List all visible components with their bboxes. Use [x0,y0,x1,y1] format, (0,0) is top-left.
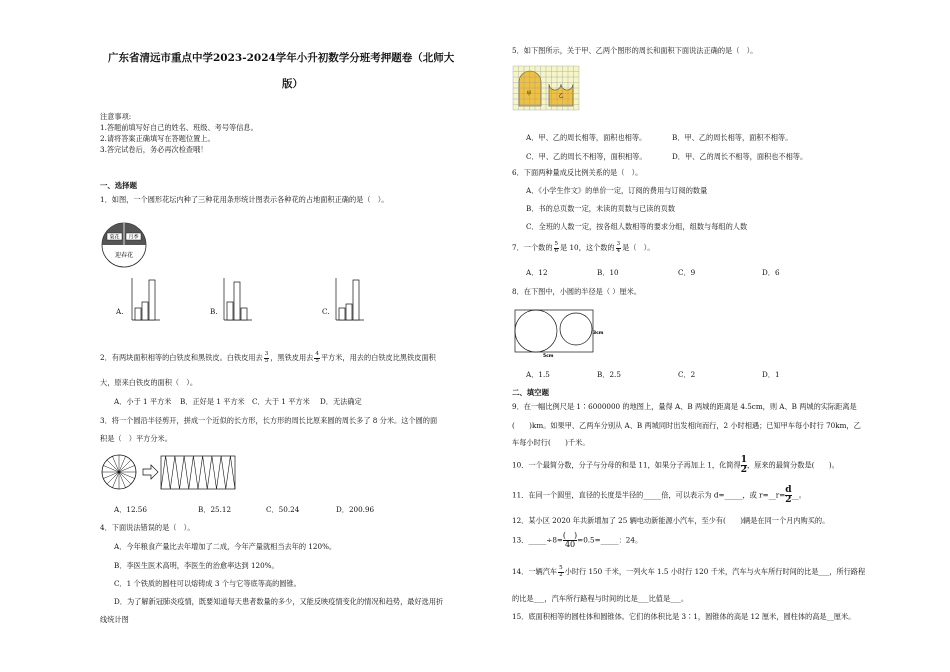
fraction-denominator: 2 [559,571,563,578]
q1-bar-chart-a [132,278,160,322]
q10-stem [512,456,839,475]
fraction [563,532,577,549]
q1-stem: 1．如图，一个圆形花坛内种了三种花用条形统计图表示各种花的占地面积正确的是（ ）。 [100,195,389,204]
q14-stem [512,566,865,578]
fraction-numerator: 5 [559,565,563,571]
q3-stem: 3．将一个圆沿半径剪开，拼成一个近似的长方形，长方形的周长比原来圆的周长多了 8 分米。这个圆的面 [100,416,438,425]
q12-stem: 12．某小区 2020 年共新增加了 25 辆电动新能源小汽车，至少有( )辆是在同一个月内购买的。 [512,516,830,525]
fraction-numerator: 4 [315,351,319,357]
bar [227,302,233,320]
q3-option-d[interactable]: D．200.96 [336,505,375,514]
q6-option-c[interactable]: C．全班的人数一定，按各组人数相等的要求分组，组数与每组的人数 [526,222,748,231]
q4-option-b[interactable]: B．李医生医术高明，李医生的治愈率达到 120%。 [114,561,279,570]
q3-option-b[interactable]: B．25.12 [198,505,232,514]
q5-option-a[interactable]: A．甲、乙的周长相等，面积也相等。 [526,133,647,142]
q10-text: 10．一个最简分数，分子与分母的和是 11，如果分子再加上 1，化简得 [512,460,741,470]
pie-label: 迎春花 [114,252,134,259]
q4-option-d-cont: 线统计图 [100,615,129,624]
q13-stem [512,532,642,549]
bar [353,280,359,320]
q1-bar-chart-c [336,278,364,322]
q11-text: 11．在同一个圆里，直径的长度是半径的_____倍，可以表示为 d=_____，或 r=__r= [512,490,786,500]
fraction-numerator: 3 [616,241,621,247]
fraction-denominator: 6 [554,247,559,254]
q6-stem: 6．下面两种量成反比例关系的是（ ）。 [512,168,643,177]
q2-text: 2．有两块面积相等的白铁皮和黑铁皮。白铁皮用去 [100,353,263,362]
note-item: 2.请将答案正确填写在答题位置上。 [100,134,215,143]
q8-option-d[interactable]: D．1 [762,370,780,379]
q8-option-a[interactable]: A．1.5 [526,370,550,379]
fraction-denominator: 2 [785,495,792,505]
section-choice-heading: 一、选择题 [100,181,137,190]
fraction-denominator: 5 [315,357,319,364]
q15-stem: 15．底面积相等的圆柱体和圆锥体。它们的体积比是 3∶1，圆锥体的高是 12 厘米，圆柱体的高是__厘米。 [512,612,856,621]
q2-stem [100,352,436,364]
q8-option-b[interactable]: B．2.5 [597,370,621,379]
q3-stem-cont: 积是（ ）平方分米。 [100,434,172,443]
height-label: 3cm [593,331,604,336]
q5-option-b[interactable]: B．甲、乙的周长相等，面积不相等。 [672,133,793,142]
q11-text: __。 [791,490,806,500]
q7-option-b[interactable]: B．10 [597,268,619,277]
fraction [616,242,622,254]
q11-stem [512,486,806,505]
section-fill-heading: 二、填空题 [512,388,549,397]
fraction-numerator: 5 [554,241,559,247]
fraction-numerator: d [785,485,792,495]
fraction [264,352,270,364]
shape-label: 甲 [526,91,532,97]
q7-option-c[interactable]: C．9 [678,268,696,277]
q4-option-a[interactable]: A．今年粮食产量比去年增加了二成，今年产量就相当去年的 120%。 [114,542,337,551]
q1-option-b[interactable]: B. [210,307,218,316]
q1-option-c[interactable]: C. [322,307,330,316]
notes-heading: 注意事项: [100,112,132,121]
q5-stem: 5．如下图所示，关于甲、乙两个图形的周长和面积下面说法正确的是（ ）。 [512,46,758,55]
fraction-denominator: 2 [740,465,747,475]
note-item: 1.答题前填写好自己的姓名、班级、考号等信息。 [100,123,258,132]
width-label: 5cm [543,354,554,359]
shape-label: 乙 [558,93,564,99]
bar [346,304,352,320]
q1-bar-chart-b [224,278,252,322]
page-title-line1: 广东省清远市重点中学2023-2024学年小升初数学分班考押题卷（北师大 [108,52,455,64]
q1-pie-chart [101,222,147,268]
q8-stem: 8．在下图中，小圆的半径是（ ）厘米。 [512,287,642,296]
q9-stem: 9．在一幅比例尺是 1∶6000000 的地图上，量得 A、B 两城的距离是 4.5cm，则 A、B 两城的实际距离是 [512,402,857,411]
bar [339,308,345,320]
fraction-denominator: 4 [616,247,621,254]
q9-stem-cont: 车每小时行( )千米。 [512,438,590,447]
q7-option-d[interactable]: D．6 [762,268,780,277]
q4-option-d[interactable]: D．为了解新冠肺炎疫情，既要知道每天患者数量的多少，又能反映疫情变化的情况和趋势，最好选用折 [114,597,444,606]
fraction-numerator: 1 [740,455,747,465]
q2-option-a[interactable]: A．小于 1 平方米 [114,397,172,406]
q14-stem-cont: 的比是___，汽车所行路程与时间的比是___比值是___。 [512,594,689,603]
pie-label: 月季 [128,234,139,241]
bar [149,280,155,320]
page-title-line2: 版） [282,78,303,90]
bar [142,302,148,320]
q4-stem: 4．下面说法错误的是（ ）。 [100,523,195,532]
q2-option-d[interactable]: D．无法确定 [320,397,362,406]
fraction-numerator: 3 [264,351,269,357]
q13-text: =0.5=_____：24。 [577,535,643,545]
q7-stem [512,242,654,254]
q14-text: 14．一辆汽车 [512,567,558,576]
q2-text: ，黑铁皮用去 [270,353,314,362]
q9-stem-cont: ( )km。如果甲、乙两车分别从 A、B 两城同时出发相向而行，2 小时相遇；已知甲车每小时行 70km，乙 [512,421,861,430]
q5-option-d[interactable]: D．甲、乙的周长不相等，面积也不相等。 [672,152,808,161]
note-item: 3.答完试卷后，务必再次检查哦！ [100,145,208,154]
fraction-denominator: 5 [264,357,269,364]
fraction [554,242,560,254]
q3-circle-to-rectangle-diagram [101,454,237,494]
fraction-denominator: 40 [564,540,576,549]
pie-label: 菊花 [109,234,120,241]
q13-text: 13．_____÷8= [512,535,563,545]
q2-stem-cont: 大，原来白铁皮的面积（ ）。 [100,378,198,387]
q7-option-a[interactable]: A．12 [526,268,548,277]
q3-option-a[interactable]: A．12.56 [114,505,147,514]
q5-option-c[interactable]: C．甲、乙的周长不相等，面积相等。 [526,152,647,161]
fraction [558,566,564,578]
q1-option-a[interactable]: A. [116,307,124,316]
bar [234,282,240,320]
q7-text: 是 10，这个数的 [560,243,615,252]
fraction [314,352,320,364]
q10-text: ，原来的最简分数是( )。 [746,460,839,470]
q2-text: 平方米，用去的白铁皮比黑铁皮面积 [320,353,436,362]
bar [135,308,141,320]
q5-grid-shapes-diagram [513,66,579,110]
q8-circles-in-rectangle-diagram [513,308,604,359]
q2-option-b[interactable]: B．正好是 1 平方米 [180,397,245,406]
bar [241,308,247,320]
q6-option-a[interactable]: A．《小学生作文》的单价一定，订阅的费用与订阅的数量 [526,186,708,195]
q8-option-c[interactable]: C．2 [678,370,696,379]
q14-text: 小时行 150 千米，一列火车 1.5 小时行 120 千米，汽车与火车所行时间的比是___，所行路程 [564,567,866,576]
q7-text: 7．一个数的 [512,243,553,252]
q6-option-b[interactable]: B．书的总页数一定，未读的页数与已读的页数 [526,204,676,213]
q4-option-c[interactable]: C．1 个铁质的圆柱可以熔铸成 3 个与它等底等高的圆锥。 [114,579,301,588]
q3-option-c[interactable]: C．50.24 [266,505,300,514]
fraction-numerator: ( ) [562,531,578,540]
q7-text: 是（ ）。 [622,243,655,252]
q2-option-c[interactable]: C．大于 1 平方米 [252,397,310,406]
